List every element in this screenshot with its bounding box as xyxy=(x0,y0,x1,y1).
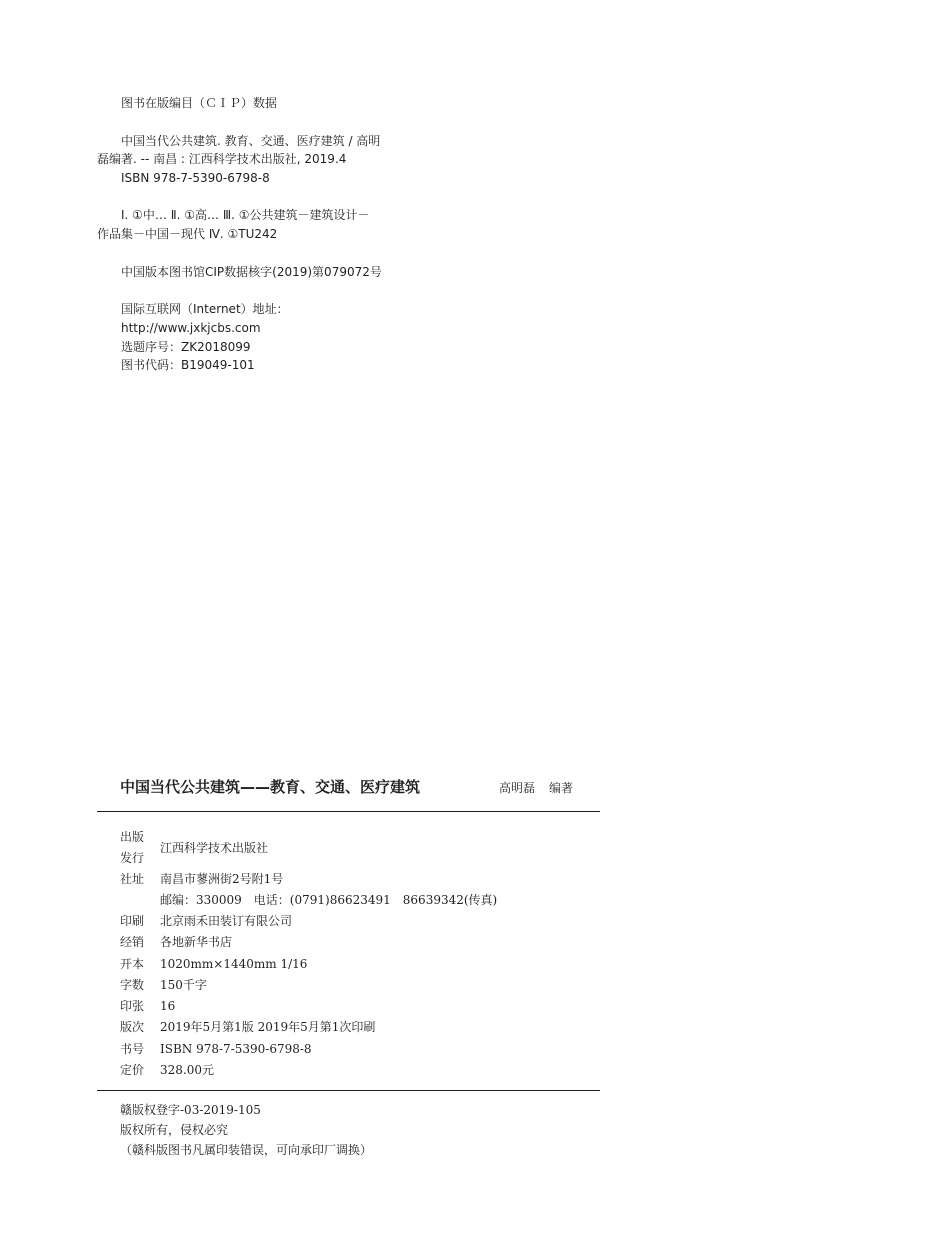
copyright-registration: 赣版权登字-03-2019-105 xyxy=(120,1103,261,1117)
rights-reserved: 版权所有，侵权必究 xyxy=(120,1123,229,1137)
distributor-label: 经销 xyxy=(120,935,145,949)
postal-phone: 邮编：330009 电话：(0791)86623491 86639342(传真) xyxy=(160,893,498,907)
cip-isbn: ISBN 978-7-5390-6798-8 xyxy=(121,171,270,185)
distributor-row xyxy=(120,932,232,952)
price-value: 328.00元 xyxy=(160,1063,214,1077)
format-row xyxy=(120,954,307,974)
sheets-row xyxy=(120,996,175,1016)
author-name: 高明磊 xyxy=(499,781,536,795)
cip-number: 中国版本图书馆CIP数据核字(2019)第079072号 xyxy=(121,265,382,279)
topic-number: 选题序号：ZK2018099 xyxy=(121,340,251,354)
format-value: 1020mm×1440mm 1/16 xyxy=(160,957,308,971)
words-row xyxy=(120,975,207,995)
isbn-label: 书号 xyxy=(120,1042,145,1056)
cip-entry-line-2: 磊编著. -- 南昌 : 江西科学技术出版社, 2019.4 xyxy=(97,152,347,166)
book-code: 图书代码：B19049-101 xyxy=(121,358,255,372)
edition-row xyxy=(120,1017,375,1037)
edition-value: 2019年5月第1版 2019年5月第1次印刷 xyxy=(160,1020,376,1034)
address-value: 南昌市蓼洲街2号附1号 xyxy=(160,872,284,886)
format-label: 开本 xyxy=(120,957,145,971)
author-role: 编著 xyxy=(549,781,574,795)
address-label: 社址 xyxy=(120,872,145,886)
printer-label: 印刷 xyxy=(120,914,145,928)
book-title: 中国当代公共建筑——教育、交通、医疗建筑 xyxy=(120,778,421,796)
publisher-value: 江西科学技术出版社 xyxy=(160,841,269,855)
cip-entry-line-1: 中国当代公共建筑. 教育、交通、医疗建筑 / 高明 xyxy=(121,134,381,148)
publisher-label-1: 出版 xyxy=(120,830,145,844)
cip-subject-line-2: 作品集－中国－现代 Ⅳ. ①TU242 xyxy=(97,227,278,241)
printer-value: 北京雨禾田装订有限公司 xyxy=(160,914,293,928)
isbn-row xyxy=(120,1039,312,1059)
words-label: 字数 xyxy=(120,978,145,992)
top-divider xyxy=(97,811,600,812)
web-url: http://www.jxkjcbs.com xyxy=(121,321,261,335)
publisher-label-2: 发行 xyxy=(120,851,145,865)
distributor-value: 各地新华书店 xyxy=(160,935,233,949)
cip-heading: 图书在版编目（ＣＩＰ）数据 xyxy=(121,96,278,110)
isbn-value: ISBN 978-7-5390-6798-8 xyxy=(160,1042,312,1056)
sheets-value: 16 xyxy=(160,999,176,1013)
edition-label: 版次 xyxy=(120,1020,145,1034)
printer-row xyxy=(120,911,292,931)
sheets-label: 印张 xyxy=(120,999,145,1013)
cip-subject-line-1: Ⅰ. ①中… Ⅱ. ①高… Ⅲ. ①公共建筑－建筑设计－ xyxy=(121,208,370,222)
author xyxy=(499,779,573,796)
price-row xyxy=(120,1060,214,1080)
bottom-divider xyxy=(97,1090,600,1091)
web-label: 国际互联网（Internet）地址： xyxy=(121,302,289,316)
price-label: 定价 xyxy=(120,1063,145,1077)
misprint-notice: （赣科版图书凡属印装错误，可向承印厂调换） xyxy=(120,1143,373,1157)
address-row xyxy=(120,869,283,889)
words-value: 150千字 xyxy=(160,978,207,992)
